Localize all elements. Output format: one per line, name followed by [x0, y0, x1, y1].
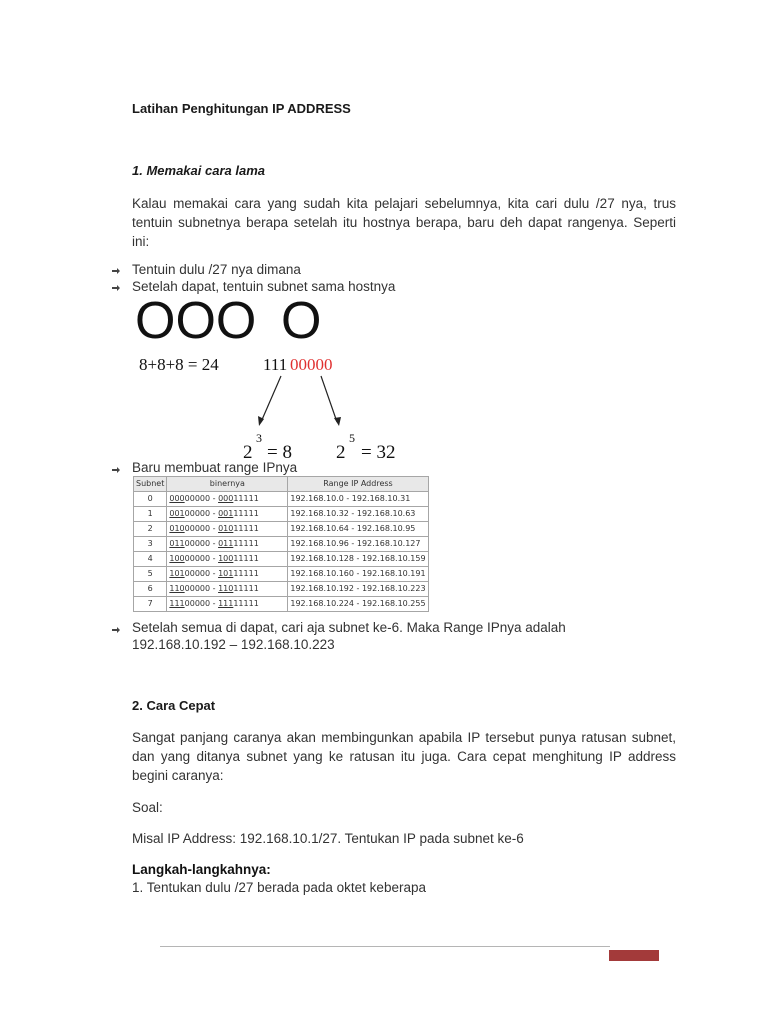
- biner-prefix-a: 010: [169, 524, 185, 533]
- biner-prefix-b: 111: [218, 599, 234, 608]
- cell-range: 192.168.10.96 - 192.168.10.127: [288, 537, 428, 552]
- biner-suffix-a: 00000 -: [184, 494, 219, 503]
- biner-suffix-a: 00000 -: [184, 584, 219, 593]
- cell-range: 192.168.10.192 - 192.168.10.223: [288, 582, 428, 597]
- cell-binernya: [167, 552, 288, 567]
- section-2-heading: 2. Cara Cepat: [132, 698, 216, 713]
- cell-range: 192.168.10.128 - 192.168.10.159: [288, 552, 428, 567]
- cell-subnet: 1: [134, 507, 167, 522]
- arrow-right-line: [321, 376, 337, 422]
- table-row: [134, 507, 429, 522]
- biner-suffix-a: 00000 -: [184, 569, 219, 578]
- arrow-left-line: [261, 376, 281, 422]
- biner-suffix-b: 11111: [233, 584, 259, 593]
- right-exponent: 5: [349, 431, 355, 445]
- cell-subnet: 7: [134, 597, 167, 612]
- biner-suffix-b: 11111: [233, 494, 259, 503]
- biner-suffix-b: 11111: [233, 554, 259, 563]
- table-header-row: [134, 477, 429, 492]
- section-1-heading: 1. Memakai cara lama: [132, 163, 265, 178]
- biner-prefix-a: 101: [169, 569, 185, 578]
- right-result: = 32: [361, 442, 396, 462]
- biner-suffix-a: 00000 -: [184, 554, 219, 563]
- bullet-text-2: Setelah dapat, tentuin subnet sama hostnya: [132, 279, 396, 294]
- octet-sum: 8+8+8 = 24: [139, 355, 219, 374]
- step-1-text: 1. Tentukan dulu /27 berada pada oktet keberapa: [132, 880, 426, 895]
- cell-subnet: 6: [134, 582, 167, 597]
- biner-suffix-b: 11111: [233, 599, 259, 608]
- biner-prefix-a: 111: [169, 599, 185, 608]
- cell-range: 192.168.10.224 - 192.168.10.255: [288, 597, 428, 612]
- biner-prefix-a: 011: [169, 539, 185, 548]
- table-row: [134, 552, 429, 567]
- header-subnet: Subnet: [134, 477, 167, 492]
- bullet-text-4-line-1: Setelah semua di dapat, cari aja subnet ke-6. Maka Range IPnya adalah: [132, 620, 566, 635]
- subnet-range-table: [133, 476, 429, 612]
- table-row: [134, 492, 429, 507]
- cell-subnet: 2: [134, 522, 167, 537]
- biner-suffix-a: 00000 -: [184, 599, 219, 608]
- biner-prefix-b: 011: [218, 539, 234, 548]
- arrow-right-head-icon: [334, 417, 341, 426]
- left-base: 2: [243, 442, 253, 462]
- table-row: [134, 597, 429, 612]
- arrow-bullet-icon: [112, 466, 120, 474]
- biner-suffix-b: 11111: [233, 569, 259, 578]
- biner-prefix-b: 100: [218, 554, 234, 563]
- cell-binernya: [167, 522, 288, 537]
- left-result: = 8: [267, 442, 292, 462]
- right-base: 2: [336, 442, 346, 462]
- cell-subnet: 0: [134, 492, 167, 507]
- bits-host: 00000: [290, 355, 333, 374]
- document-title: Latihan Penghitungan IP ADDRESS: [132, 101, 351, 116]
- arrow-bullet-icon: [112, 267, 120, 275]
- section-1-intro: Kalau memakai cara yang sudah kita pelajari sebelumnya, kita cari dulu /27 nya, trus tentuin subnetnya berapa setelah itu hostnya berapa, baru deh dapat rangenya. Seperti ini:: [132, 196, 676, 249]
- cell-subnet: 4: [134, 552, 167, 567]
- biner-prefix-b: 010: [218, 524, 234, 533]
- biner-prefix-b: 101: [218, 569, 234, 578]
- cell-range: 192.168.10.0 - 192.168.10.31: [288, 492, 428, 507]
- cell-binernya: [167, 597, 288, 612]
- biner-prefix-b: 001: [218, 509, 234, 518]
- cell-binernya: [167, 582, 288, 597]
- cell-subnet: 5: [134, 567, 167, 582]
- cell-binernya: [167, 537, 288, 552]
- header-binernya: binernya: [167, 477, 288, 492]
- octet-right: O: [281, 296, 322, 350]
- cell-binernya: [167, 567, 288, 582]
- biner-prefix-a: 001: [169, 509, 185, 518]
- table-row: [134, 522, 429, 537]
- biner-suffix-a: 00000 -: [184, 539, 219, 548]
- table-row: [134, 567, 429, 582]
- misal-text: Misal IP Address: 192.168.10.1/27. Tentukan IP pada subnet ke-6: [132, 831, 524, 846]
- biner-suffix-b: 11111: [233, 509, 259, 518]
- octets-left: OOO: [135, 296, 257, 350]
- biner-suffix-a: 00000 -: [184, 509, 219, 518]
- cell-range: 192.168.10.64 - 192.168.10.95: [288, 522, 428, 537]
- bits-network: 111: [263, 355, 288, 374]
- table-row: [134, 582, 429, 597]
- biner-suffix-a: 00000 -: [184, 524, 219, 533]
- section-2-intro: Sangat panjang caranya akan membingunkan apabila IP tersebut punya ratusan subnet, dan yang ditanya subnet yang ke ratusan itu juga. Cara cepat menghitung IP address begini caranya:: [132, 730, 676, 783]
- arrow-bullet-icon: [112, 626, 120, 634]
- biner-prefix-a: 110: [169, 584, 185, 593]
- cell-binernya: [167, 492, 288, 507]
- steps-heading: Langkah-langkahnya:: [132, 862, 271, 877]
- cell-range: 192.168.10.160 - 192.168.10.191: [288, 567, 428, 582]
- soal-label: Soal:: [132, 800, 163, 815]
- subnet-bit-diagram: [133, 296, 413, 462]
- biner-suffix-b: 11111: [233, 539, 259, 548]
- cell-subnet: 3: [134, 537, 167, 552]
- cell-binernya: [167, 507, 288, 522]
- bullet-text-4-line-2: 192.168.10.192 – 192.168.10.223: [132, 637, 335, 652]
- biner-prefix-a: 000: [169, 494, 185, 503]
- biner-suffix-b: 11111: [233, 524, 259, 533]
- arrow-bullet-icon: [112, 284, 120, 292]
- bullet-text-1: Tentuin dulu /27 nya dimana: [132, 262, 301, 277]
- biner-prefix-b: 110: [218, 584, 234, 593]
- footer-divider: [160, 946, 610, 947]
- table-row: [134, 537, 429, 552]
- biner-prefix-b: 000: [218, 494, 234, 503]
- biner-prefix-a: 100: [169, 554, 185, 563]
- cell-range: 192.168.10.32 - 192.168.10.63: [288, 507, 428, 522]
- bullet-text-3: Baru membuat range IPnya: [132, 460, 298, 475]
- footer-accent-block: [609, 950, 659, 961]
- header-range: Range IP Address: [288, 477, 428, 492]
- left-exponent: 3: [256, 431, 262, 445]
